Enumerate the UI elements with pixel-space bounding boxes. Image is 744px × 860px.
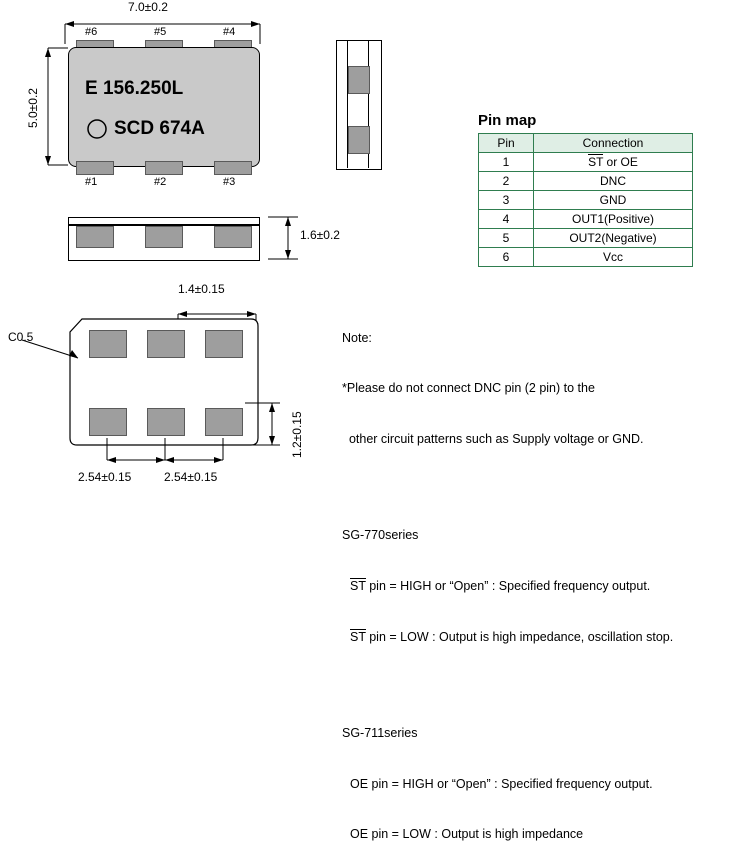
top-view-width-value: 7.0±0.2 — [128, 0, 168, 14]
cell-pin: 1 — [479, 153, 534, 172]
front-view-terminal-2 — [145, 226, 183, 248]
bottom-pad-2 — [147, 330, 185, 358]
notes-spacer-1 — [342, 482, 673, 494]
side-view-terminal-bottom — [348, 126, 370, 154]
notes-line-1: *Please do not connect DNC pin (2 pin) to the — [342, 381, 595, 396]
bottom-pad-6 — [205, 408, 243, 436]
cell-pin: 2 — [479, 172, 534, 191]
front-view-terminal-3 — [214, 226, 252, 248]
cell-connection — [534, 153, 693, 172]
cell-connection-rest: or OE — [603, 155, 638, 169]
pin-label-5: #5 — [154, 26, 167, 38]
pin-label-2: #2 — [154, 176, 167, 188]
pad-bottom-2 — [145, 161, 183, 175]
bottom-view-dim-1-4 — [170, 298, 270, 320]
table-row — [479, 191, 693, 210]
pad-bottom-1 — [76, 161, 114, 175]
notes-line-2: other circuit patterns such as Supply voltage or GND. — [342, 432, 644, 446]
notes-spacer-2 — [342, 679, 673, 691]
series2-title: SG-711series — [342, 726, 418, 740]
table-row — [479, 172, 693, 191]
bottom-view-dim-2-54-b: 2.54±0.15 — [164, 470, 218, 484]
pin-label-1: #1 — [85, 176, 98, 188]
bottom-pad-5 — [147, 408, 185, 436]
bottom-pad-1 — [89, 330, 127, 358]
side-view-terminal-top — [348, 66, 370, 94]
header-pin: Pin — [479, 134, 534, 153]
cell-connection: OUT2(Negative) — [534, 229, 693, 248]
series2-line-2: OE pin = LOW : Output is high impedance — [350, 827, 584, 842]
bottom-pad-3 — [205, 330, 243, 358]
pin-label-6: #6 — [85, 26, 98, 38]
marking-dot-icon — [86, 118, 108, 140]
pin-label-3: #3 — [223, 176, 236, 188]
top-view-height-value: 5.0±0.2 — [26, 88, 40, 128]
pad-bottom-3 — [214, 161, 252, 175]
side-view-group — [336, 40, 396, 170]
table-row — [479, 153, 693, 172]
cell-connection: Vcc — [534, 248, 693, 267]
cell-connection: DNC — [534, 172, 693, 191]
cell-connection: OUT1(Positive) — [534, 210, 693, 229]
bottom-view-dim-2-54-a: 2.54±0.15 — [78, 470, 132, 484]
front-view-thickness-value: 1.6±0.2 — [300, 228, 340, 242]
cell-pin: 4 — [479, 210, 534, 229]
overline-st-2: ST — [350, 629, 366, 644]
notes-heading: Note: — [342, 330, 372, 345]
series2-line-1: OE pin = HIGH or “Open” : Specified frequency output. — [350, 776, 653, 791]
series1-line-2 — [342, 629, 673, 646]
series1-line-1-rest: pin = HIGH or “Open” : Specified frequency output. — [365, 579, 651, 593]
marking-line-2: SCD 674A — [114, 118, 205, 139]
cell-pin: 3 — [479, 191, 534, 210]
bottom-view-dim-1-4-value: 1.4±0.15 — [178, 282, 225, 296]
front-view-terminal-1 — [76, 226, 114, 248]
cell-pin: 5 — [479, 229, 534, 248]
pin-map-title: Pin map — [478, 112, 537, 129]
table-header-row — [479, 134, 693, 153]
marking-line-1: E 156.250L — [85, 78, 184, 99]
front-view-group — [0, 208, 340, 278]
bottom-view-group — [0, 282, 330, 490]
series1-title: SG-770series — [342, 528, 419, 543]
bottom-pad-4 — [89, 408, 127, 436]
chamfer-label: C0.5 — [8, 330, 34, 344]
table-row — [479, 229, 693, 248]
cell-pin: 6 — [479, 248, 534, 267]
table-row — [479, 210, 693, 229]
pin-label-4: #4 — [223, 26, 236, 38]
overline-st: ST — [588, 155, 604, 169]
cell-connection: GND — [534, 191, 693, 210]
series1-line-1 — [342, 578, 673, 595]
notes-block — [342, 296, 673, 860]
series1-line-2-rest: pin = LOW : Output is high impedance, oscillation stop. — [365, 629, 674, 644]
top-view-group — [0, 0, 300, 210]
table-row — [479, 248, 693, 267]
header-connection: Connection — [534, 134, 693, 153]
package-body-top-view — [68, 47, 260, 167]
pin-map-table — [478, 133, 693, 267]
overline-st-1: ST — [350, 579, 366, 593]
bottom-view-dim-1-2-value: 1.2±0.15 — [290, 411, 304, 458]
front-view-cap — [68, 217, 260, 225]
